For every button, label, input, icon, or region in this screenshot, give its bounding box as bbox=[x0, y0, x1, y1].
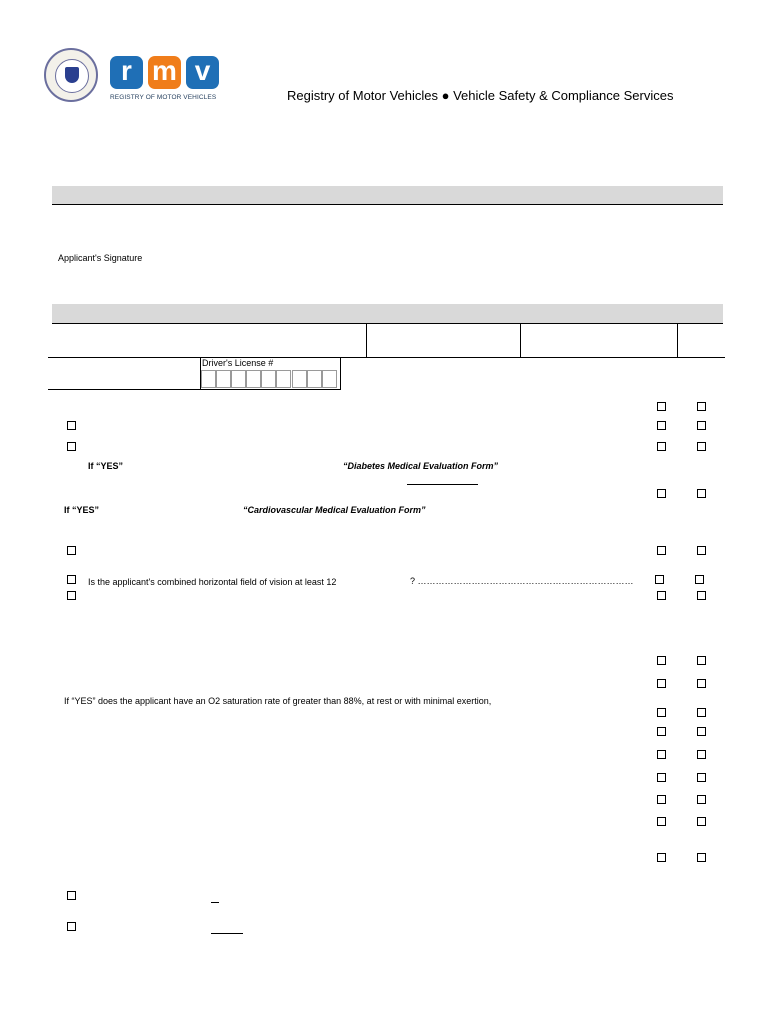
blank-line[interactable] bbox=[407, 484, 478, 485]
section-header-bar bbox=[52, 304, 723, 323]
rmv-logo-letter-m: m bbox=[148, 56, 181, 89]
rmv-logo-subtitle: REGISTRY OF MOTOR VEHICLES bbox=[110, 94, 217, 101]
yes-checkbox[interactable] bbox=[657, 591, 666, 600]
yes-checkbox[interactable] bbox=[657, 817, 666, 826]
page-title: Registry of Motor Vehicles ● Vehicle Safety & Compliance Services bbox=[287, 88, 674, 103]
no-checkbox[interactable] bbox=[697, 773, 706, 782]
diabetes-form-reference: “Diabetes Medical Evaluation Form” bbox=[343, 461, 499, 471]
applicant-signature-label: Applicant's Signature bbox=[58, 253, 143, 263]
table-divider bbox=[520, 323, 521, 357]
no-checkbox[interactable] bbox=[697, 421, 706, 430]
no-checkbox[interactable] bbox=[697, 679, 706, 688]
yes-checkbox[interactable] bbox=[655, 575, 664, 584]
yes-checkbox[interactable] bbox=[657, 679, 666, 688]
if-yes-label: If “YES” bbox=[88, 461, 124, 471]
no-checkbox[interactable] bbox=[697, 591, 706, 600]
divider bbox=[52, 204, 723, 205]
rmv-logo-letter-v: v bbox=[186, 56, 219, 89]
yes-checkbox[interactable] bbox=[657, 773, 666, 782]
question-checkbox[interactable] bbox=[67, 591, 76, 600]
yes-checkbox[interactable] bbox=[657, 795, 666, 804]
no-checkbox[interactable] bbox=[697, 727, 706, 736]
blank-line[interactable] bbox=[211, 902, 219, 903]
yes-checkbox[interactable] bbox=[657, 656, 666, 665]
if-yes-label: If “YES” bbox=[64, 505, 100, 515]
yes-checkbox[interactable] bbox=[657, 421, 666, 430]
yes-checkbox[interactable] bbox=[657, 853, 666, 862]
field-of-vision-dots: ? ……………………………………………………………… bbox=[410, 576, 634, 586]
question-checkbox[interactable] bbox=[67, 891, 76, 900]
blank-line[interactable] bbox=[211, 933, 243, 934]
no-checkbox[interactable] bbox=[697, 750, 706, 759]
no-checkbox[interactable] bbox=[697, 853, 706, 862]
cardiovascular-form-reference: “Cardiovascular Medical Evaluation Form” bbox=[243, 505, 426, 515]
table-divider bbox=[366, 323, 367, 357]
no-checkbox[interactable] bbox=[697, 708, 706, 717]
question-checkbox[interactable] bbox=[67, 442, 76, 451]
divider bbox=[52, 323, 723, 324]
drivers-license-label: Driver's License # bbox=[202, 358, 274, 368]
field-of-vision-question: Is the applicant's combined horizontal field of vision at least 12 bbox=[88, 577, 337, 587]
no-checkbox[interactable] bbox=[697, 546, 706, 555]
no-checkbox[interactable] bbox=[697, 795, 706, 804]
yes-checkbox[interactable] bbox=[657, 489, 666, 498]
massachusetts-seal-logo bbox=[44, 48, 98, 102]
rmv-logo-letter-r: r bbox=[110, 56, 143, 89]
no-checkbox[interactable] bbox=[697, 489, 706, 498]
no-checkbox[interactable] bbox=[697, 656, 706, 665]
divider bbox=[48, 357, 725, 358]
question-checkbox[interactable] bbox=[67, 546, 76, 555]
yes-checkbox[interactable] bbox=[657, 750, 666, 759]
no-checkbox[interactable] bbox=[697, 817, 706, 826]
yes-checkbox[interactable] bbox=[657, 402, 666, 411]
yes-checkbox[interactable] bbox=[657, 708, 666, 717]
divider bbox=[48, 389, 341, 390]
table-divider bbox=[340, 357, 341, 389]
table-divider bbox=[677, 323, 678, 357]
yes-checkbox[interactable] bbox=[657, 442, 666, 451]
o2-saturation-question: If “YES” does the applicant have an O2 saturation rate of greater than 88%, at rest or with minimal exertion, bbox=[64, 696, 492, 706]
yes-checkbox[interactable] bbox=[657, 546, 666, 555]
question-checkbox[interactable] bbox=[67, 575, 76, 584]
no-checkbox[interactable] bbox=[695, 575, 704, 584]
question-checkbox[interactable] bbox=[67, 922, 76, 931]
question-checkbox[interactable] bbox=[67, 421, 76, 430]
section-header-bar bbox=[52, 186, 723, 204]
no-checkbox[interactable] bbox=[697, 402, 706, 411]
no-checkbox[interactable] bbox=[697, 442, 706, 451]
yes-checkbox[interactable] bbox=[657, 727, 666, 736]
